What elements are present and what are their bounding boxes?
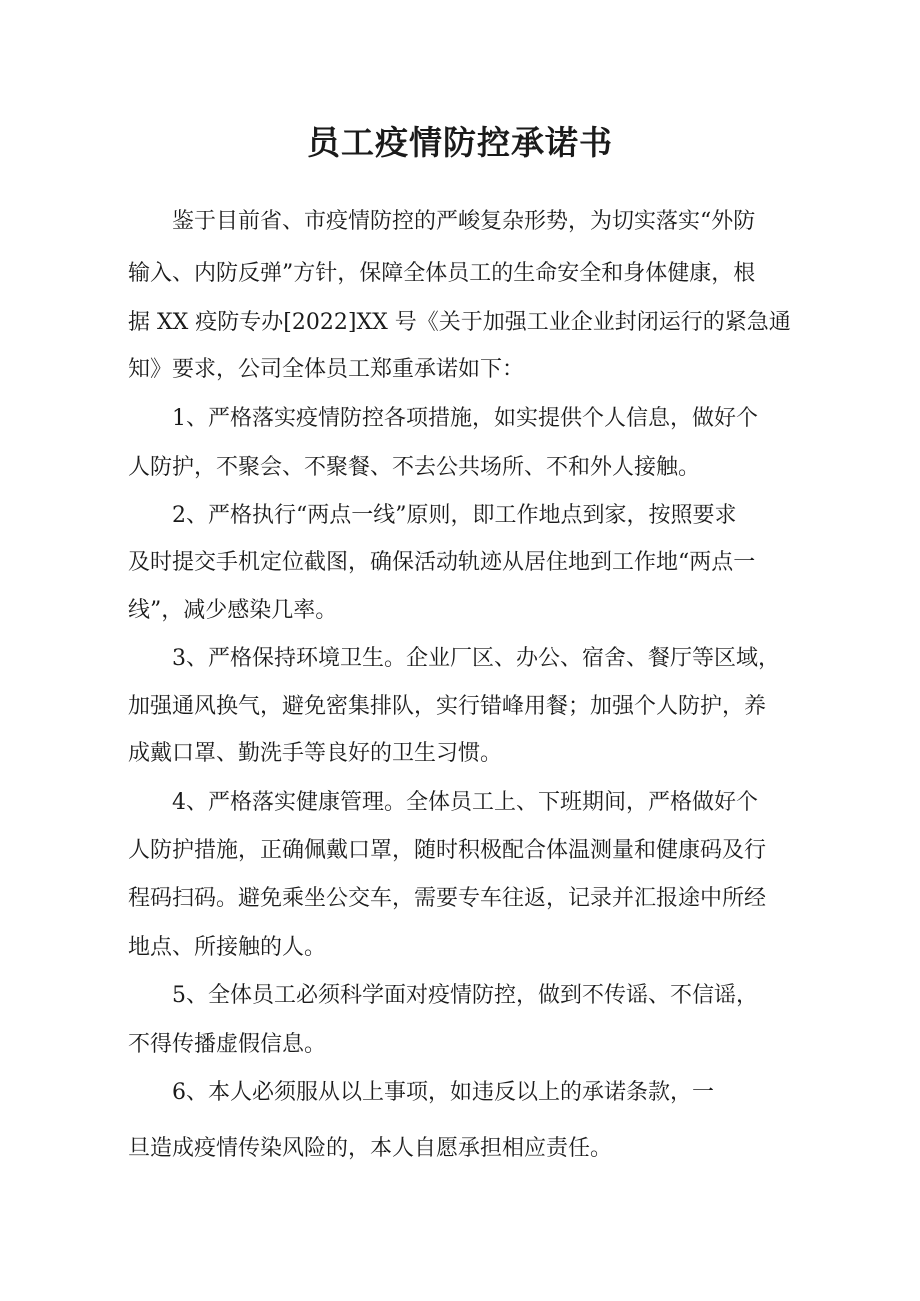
item-6-line-2: 旦造成疫情传染风险的，本人自愿承担相应责任。 [128,1136,613,1161]
item-4-line-3: 程码扫码。避免乘坐公交车，需要专车往返，记录并汇报途中所经 [128,886,767,911]
item-3-line-1: 3、严格保持环境卫生。企业厂区、办公、宿舍、餐厅等区域， [172,646,780,671]
item-4-line-2: 人防护措施，正确佩戴口罩，随时积极配合体温测量和健康码及行 [128,838,767,863]
paragraph-intro-line-4: 知》要求，公司全体员工郑重承诺如下： [128,357,525,382]
item-5-line-1: 5、全体员工必须科学面对疫情防控，做到不传谣、不信谣， [172,983,758,1008]
item-1-line-1: 1、严格落实疫情防控各项措施，如实提供个人信息，做好个 [172,406,758,431]
item-1-line-2: 人防护，不聚会、不聚餐、不去公共场所、不和外人接触。 [128,455,701,480]
item-2-line-2: 及时提交手机定位截图，确保活动轨迹从居住地到工作地“两点一 [128,550,756,575]
paragraph-intro-line-2: 输入、内防反弹”方针，保障全体员工的生命安全和身体健康，根 [128,261,756,286]
item-2-line-3: 线”，减少感染几率。 [128,598,338,623]
document-title: 员工疫情防控承诺书 [307,123,613,162]
paragraph-intro-line-1: 鉴于目前省、市疫情防控的严峻复杂形势，为切实落实“外防 [172,209,756,234]
item-2-line-1: 2、严格执行“两点一线”原则，即工作地点到家，按照要求 [172,503,737,528]
item-5-line-2: 不得传播虚假信息。 [128,1032,327,1057]
item-3-line-3: 成戴口罩、勤洗手等良好的卫生习惯。 [128,741,503,766]
item-4-line-4: 地点、所接触的人。 [128,935,327,960]
paragraph-intro-line-3: 据 XX 疫防专办[2022]XX 号《关于加强工业企业封闭运行的紧急通 [128,310,791,335]
item-3-line-2: 加强通风换气，避免密集排队，实行错峰用餐；加强个人防护，养 [128,694,767,719]
item-4-line-1: 4、严格落实健康管理。全体员工上、下班期间，严格做好个 [172,790,758,815]
item-6-line-1: 6、本人必须服从以上事项，如违反以上的承诺条款，一 [172,1080,714,1105]
